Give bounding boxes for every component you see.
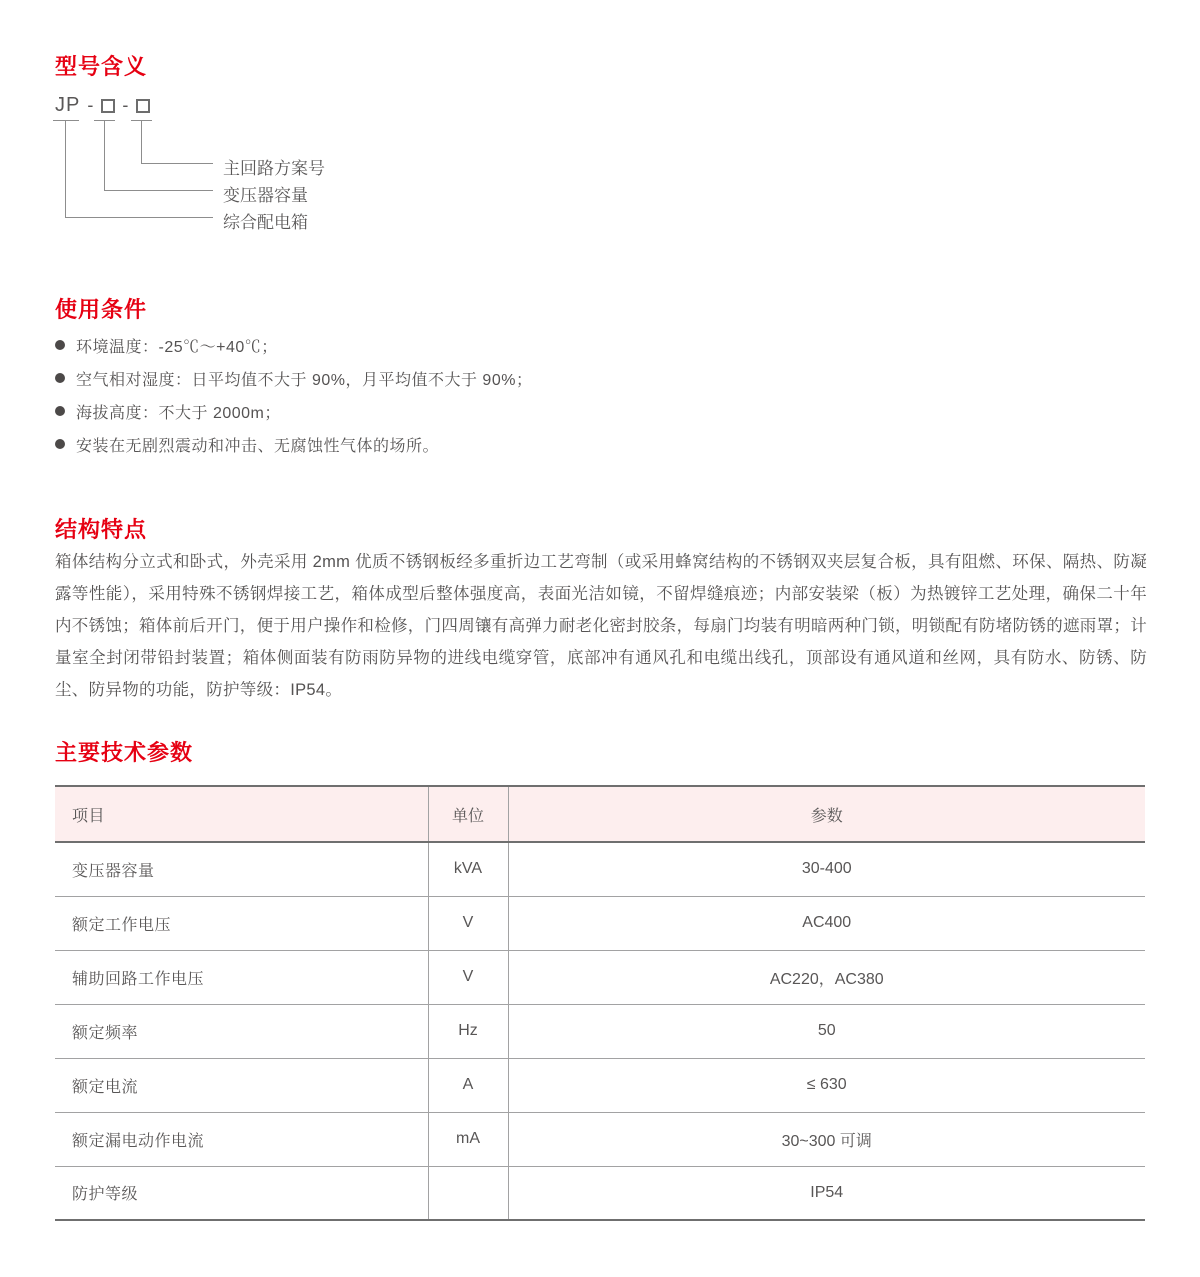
diagram-connector-line [104, 120, 105, 191]
tech-params-table [55, 785, 1145, 1221]
list-item [55, 334, 1055, 356]
bullet-icon [55, 373, 65, 383]
diagram-connector-line [141, 163, 213, 164]
table-row [55, 950, 1145, 1004]
table-row [55, 842, 1145, 896]
cell-item: 额定频率 [55, 1004, 428, 1058]
cell-value: AC400 [508, 896, 1145, 950]
cell-value: 30~300 可调 [508, 1112, 1145, 1166]
cell-item: 额定电流 [55, 1058, 428, 1112]
list-item [55, 367, 1055, 389]
cell-unit: kVA [428, 842, 508, 896]
cell-unit: mA [428, 1112, 508, 1166]
diagram-connector-line [104, 190, 213, 191]
cell-item: 额定漏电动作电流 [55, 1112, 428, 1166]
cell-value: ≤ 630 [508, 1058, 1145, 1112]
list-item [55, 433, 1055, 455]
diagram-underline [53, 120, 79, 121]
condition-text: 环境温度：-25℃～+40℃； [76, 338, 278, 356]
cell-item: 辅助回路工作电压 [55, 950, 428, 1004]
bullet-icon [55, 406, 65, 416]
cell-item: 防护等级 [55, 1166, 428, 1220]
column-header-unit: 单位 [428, 786, 508, 842]
cell-item: 变压器容量 [55, 842, 428, 896]
condition-text: 海拔高度：不大于 2000m； [76, 404, 281, 422]
model-code-dash: - [87, 95, 95, 115]
table-row [55, 1058, 1145, 1112]
table-header-row [55, 786, 1145, 842]
model-code [55, 94, 150, 117]
diagram-label-transformer-capacity: 变压器容量 [223, 186, 308, 205]
table-row [55, 1166, 1145, 1220]
column-header-value: 参数 [508, 786, 1145, 842]
diagram-connector-line [141, 120, 142, 164]
cell-value: 30-400 [508, 842, 1145, 896]
cell-unit: V [428, 950, 508, 1004]
diagram-label-distribution-box: 综合配电箱 [223, 213, 308, 232]
condition-text: 空气相对湿度：日平均值不大于 90%，月平均值不大于 90%； [76, 371, 533, 389]
bullet-icon [55, 340, 65, 350]
cell-unit: A [428, 1058, 508, 1112]
model-code-dash: - [122, 95, 130, 115]
placeholder-box-icon [101, 99, 115, 113]
table-row [55, 1004, 1145, 1058]
section-title-tech-params: 主要技术参数 [55, 740, 194, 765]
table-row [55, 1112, 1145, 1166]
column-header-item: 项目 [55, 786, 428, 842]
section-title-model-meaning: 型号含义 [55, 54, 148, 79]
list-item [55, 400, 1055, 422]
structure-features-paragraph: 箱体结构分立式和卧式，外壳采用 2mm 优质不锈钢板经多重折边工艺弯制（或采用蜂窝结构的不锈钢双夹层复合板，具有阻燃、环保、隔热、防凝露等性能），采用特殊不锈钢焊接工艺，箱体成型后整体强度高，表面光洁如镜，不留焊缝痕迹；内部安装梁（板）为热镀锌工艺处理，确保二十年内不锈蚀；箱体前后开门，便于用户操作和检修，门四周镶有高弹力耐老化密封胶条，每扇门均装有明暗两种门锁，明锁配有防堵防锈的遮雨罩；计量室全封闭带铅封装置；箱体侧面装有防雨防异物的进线电缆穿管，底部冲有通风孔和电缆出线孔，顶部设有通风道和丝网，具有防水、防锈、防尘、防异物的功能，防护等级：IP54。 [55, 553, 1147, 699]
cell-value: IP54 [508, 1166, 1145, 1220]
condition-text: 安装在无剧烈震动和冲击、无腐蚀性气体的场所。 [76, 437, 440, 455]
cell-value: 50 [508, 1004, 1145, 1058]
cell-unit [428, 1166, 508, 1220]
diagram-connector-line [65, 120, 66, 218]
cell-unit: V [428, 896, 508, 950]
section-title-usage-conditions: 使用条件 [55, 297, 148, 322]
section-title-structure-features: 结构特点 [55, 517, 148, 542]
cell-item: 额定工作电压 [55, 896, 428, 950]
table-row [55, 896, 1145, 950]
cell-value: AC220，AC380 [508, 950, 1145, 1004]
cell-unit: Hz [428, 1004, 508, 1058]
placeholder-box-icon [136, 99, 150, 113]
model-code-prefix: JP [55, 94, 81, 116]
bullet-icon [55, 439, 65, 449]
diagram-label-main-circuit: 主回路方案号 [223, 159, 325, 178]
diagram-connector-line [65, 217, 213, 218]
usage-conditions-list [55, 334, 1055, 466]
